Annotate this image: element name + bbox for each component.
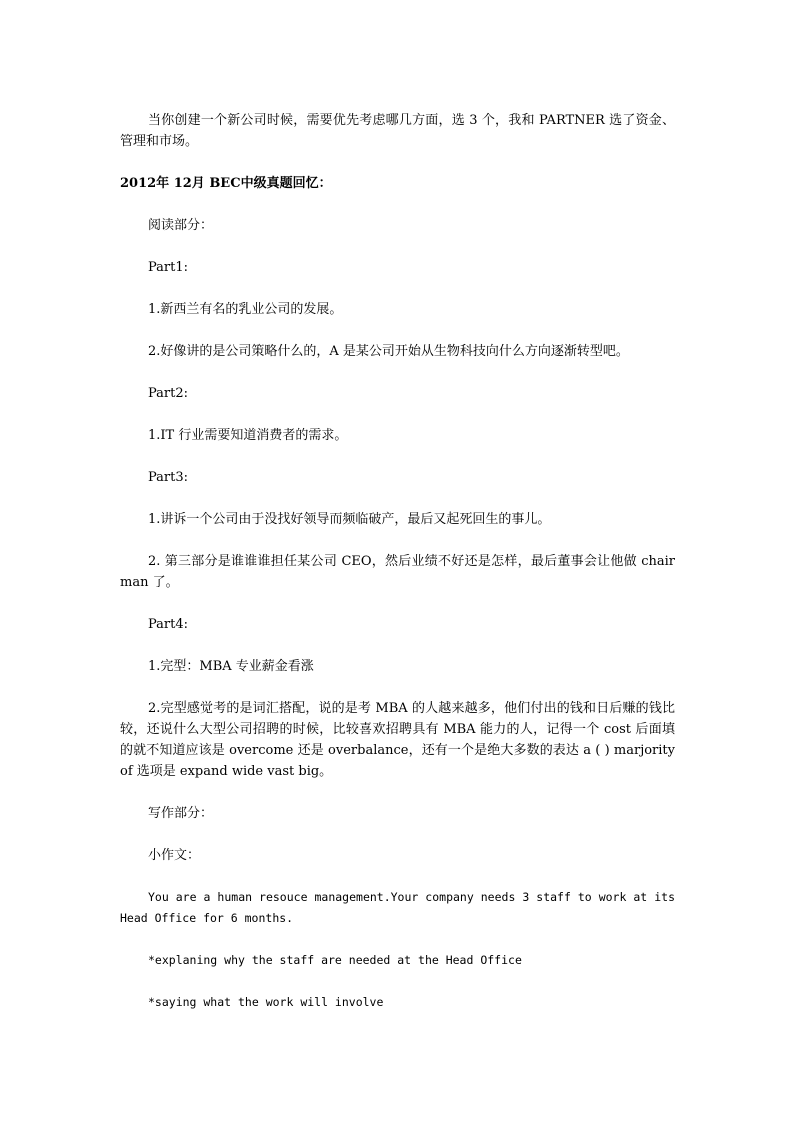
document-page [120,110,675,1034]
part2-item-1: 1.IT 行业需要知道消费者的需求。 [148,428,348,443]
writing-title: 写作部分： [148,806,214,821]
part3-label: Part3: [148,470,189,485]
part3-item-1: 1.讲诉一个公司由于没找好领导而频临破产，最后又起死回生的事儿。 [148,512,551,527]
part1-label: Part1: [148,260,189,275]
reading-title: 阅读部分： [148,218,214,233]
intro-paragraph: 当你创建一个新公司时候，需要优先考虑哪几方面，选 3 个，我和 PARTNER 选了资金、管理和市场。 [120,113,675,149]
part4-item-2: 2.完型感觉考的是词汇搭配，说的是考 MBA 的人越来越多，他们付出的钱和日后赚的钱比较，还说什么大型公司招聘的时候，比较喜欢招聘具有 MBA 能力的人，记得一个 cost 后面填的就不知道应该是 overcome 还是 overbalance，还有一个是绝大多数的表达 a ( ) marjority of 选项是 expand wide vast big。 [120,701,675,779]
part1-item-1: 1.新西兰有名的乳业公司的发展。 [148,302,343,317]
section-heading: 2012年 12月 BEC中级真题回忆： [120,176,332,191]
part4-item-1: 1.完型：MBA 专业薪金看涨 [148,659,314,674]
task-bullet-1: *explaning why the staff are needed at the Head Office [148,953,522,967]
part3-item-2: 2. 第三部分是谁谁谁担任某公司 CEO，然后业绩不好还是怎样，最后董事会让他做 chairman 了。 [120,554,675,590]
part1-item-2: 2.好像讲的是公司策略什么的，A 是某公司开始从生物科技向什么方向逐渐转型吧。 [148,344,629,359]
part2-label: Part2: [148,386,189,401]
part4-label: Part4: [148,617,189,632]
writing-task: You are a human resouce management.Your company needs 3 staff to work at its Head Office for 6 months. [120,890,675,925]
task-bullet-2: *saying what the work will involve [148,995,384,1009]
short-writing-title: 小作文： [148,848,201,863]
